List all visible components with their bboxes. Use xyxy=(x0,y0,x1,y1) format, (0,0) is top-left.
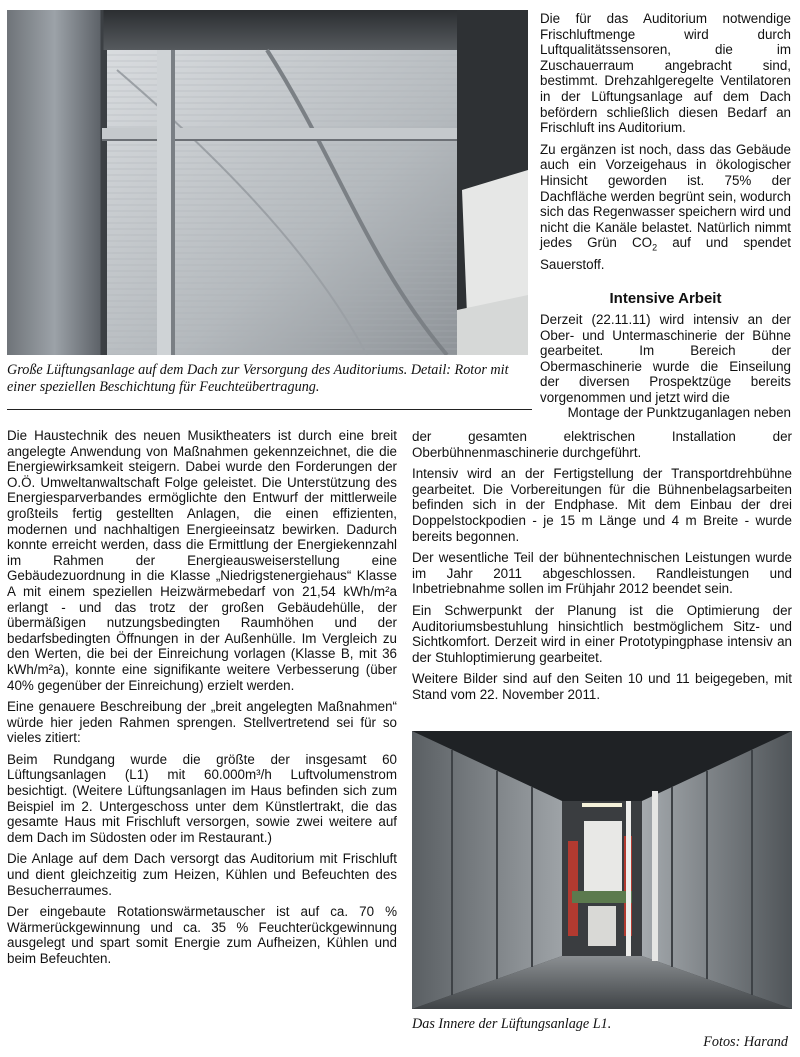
section-divider xyxy=(7,409,532,410)
intensive-work-continuation: Montage der Punktzuganlagen neben xyxy=(567,405,791,420)
intensive-work-text xyxy=(540,312,791,406)
top-right-paragraph-2 xyxy=(540,142,791,272)
section-heading: Intensive Arbeit xyxy=(609,290,722,307)
ventilation-interior-illustration xyxy=(412,731,792,1009)
ventilation-rotor-photo xyxy=(7,10,528,355)
right-paragraph-0: der gesamten elektrischen Installation der Oberbühnenmaschinerie durchgeführt. xyxy=(412,429,792,460)
right-paragraph-4: Weitere Bilder sind auf den Seiten 10 und 11 beigegeben, mit Stand vom 22. November 2011. xyxy=(412,671,792,702)
left-column xyxy=(7,428,397,973)
right-paragraph-3: Ein Schwerpunkt der Planung ist die Optimierung der Auditoriumsbestuhlung hinsichtlich bestmöglichem Sitz- und Sichtkomfort. Derzeit wird in einer Prototypingphase intensiv an der Stuhloptimierung gearbeitet. xyxy=(412,602,792,665)
left-paragraph-5: Der eingebaute Rotationswärmetauscher ist auf ca. 70 % Wärmerückgewinnung und ca. 35 % Feuchterückgewinnung ausgelegt und spart somit Energie zum Aufheizen, Kühlen und beim Befeuchten. xyxy=(7,904,397,966)
photo-credit: Fotos: Harand xyxy=(703,1034,788,1050)
left-paragraph-1: Die Haustechnik des neuen Musiktheaters ist durch eine breit angelegte Anwendung von Maßnahmen gekennzeichnet, die die Energiewirksamkeit steigern. Dabei wurde den Forderungen der O.Ö. Umweltanwaltschaft Folge geleistet. Die Unterstützung des Energiesparverbandes ermöglichte den Entwurf der mittlerweile großteils fertig gestellten Anlagen, die einen effizienten, modernen und nachhaltigen Energieeinsatz bewirken. Dadurch konnte erreicht werden, dass die Ermittlung der Energiekennzahl im Rahmen der Energieausweiserstellung eine Gebäudezuordnung in die Klasse „Niedrigstenergiehaus“ Klasse A mit einem speziellen Heizwärmebedarf von 21,54 kWh/m²a erlangt - und das trotz der großen Gebäudehülle, der übermäßigen nutzungsbedingten Raumhöhen und der bedarfsbedingten Öffnungen in der Außenhülle. Im Vergleich zu den Werten, die bei der Einreichung vorlagen (Klasse B, mit 36 kWh/m²a), konnte eine signifikante weitere Verbesserung (über 40% gegenüber der Einreichung) erzielt werden. xyxy=(7,428,397,693)
left-paragraph-2: Eine genauere Beschreibung der „breit angelegten Maßnahmen“ würde hier jeden Rahmen sprengen. Stellvertretend sei für so vieles zitiert: xyxy=(7,699,397,746)
top-right-text xyxy=(540,11,791,278)
ventilation-interior-photo xyxy=(412,731,792,1009)
co2-subscript: 2 xyxy=(652,242,658,253)
co2-text-start: Zu ergänzen ist noch, dass das Gebäude auch ein Vorzeigehaus in ökologischer Hinsicht geworden ist. 75% der Dachfläche werden begrünt sein, wodurch sich das Regenwasser speichern wird und nicht die Kanäle belastet. Natürlich nimmt jedes Grün CO xyxy=(540,141,791,251)
co2-text-end: auf und spendet Sauerstoff. xyxy=(540,235,791,272)
right-paragraph-2: Der wesentliche Teil der bühnentechnischen Leistungen wurde im Jahr 2011 abgeschlossen. Randleistungen und Inbetriebnahme sollen im Frühjahr 2012 beendet sein. xyxy=(412,550,792,597)
ventilation-rotor-illustration xyxy=(7,10,528,355)
bottom-photo-caption: Das Innere der Lüftungsanlage L1. xyxy=(412,1016,612,1032)
right-paragraph-1: Intensiv wird an der Fertigstellung der Transportdrehbühne gearbeitet. Die Vorbereitungen für die Bühnenbelagsarbeiten befinden sich in der Endphase. Mit dem Einbau der drei Doppelstockpodien - je 15 m Länge und 4 m Breite - wurde bereits begonnen. xyxy=(412,466,792,544)
left-paragraph-3: Beim Rundgang wurde die größte der insgesamt 60 Lüftungsanlagen (L1) mit 60.000m³/h Luftvolumenstrom besichtigt. (Weitere Lüftungsanlagen im Haus befinden sich zum Beispiel im 2. Untergeschoss unter dem Künstlertrakt, die das gesamte Haus mit Frischluft versorgen, sowie zwei weitere auf dem Dach im Südosten oder im Restaurant.) xyxy=(7,751,397,845)
intensive-work-paragraph: Derzeit (22.11.11) wird intensiv an der Ober- und Untermaschinerie der Bühne gearbeitet. Im Bereich der Obermaschinerie wurde die Einseilung der diversen Prospektzüge bereits vorgenommen und jetzt wird die xyxy=(540,312,791,405)
right-column xyxy=(412,429,792,709)
left-paragraph-4: Die Anlage auf dem Dach versorgt das Auditorium mit Frischluft und dient gleichzeitig zum Heizen, Kühlen und Befeuchten des Besucherraumes. xyxy=(7,851,397,898)
top-right-paragraph-1: Die für das Auditorium notwendige Frischluftmenge wird durch Luftqualitätssensoren, die im Zuschauerraum angebracht sind, bestimmt. Drehzahlgeregelte Ventilatoren in der Lüftungsanlage auf dem Dach befördern schließlich diesen Bedarf an Frischluft ins Auditorium. xyxy=(540,11,791,136)
top-photo-caption: Große Lüftungsanlage auf dem Dach zur Versorgung des Auditoriums. Detail: Rotor mit einer speziellen Beschichtung für Feuchteübertragung. xyxy=(7,362,509,395)
